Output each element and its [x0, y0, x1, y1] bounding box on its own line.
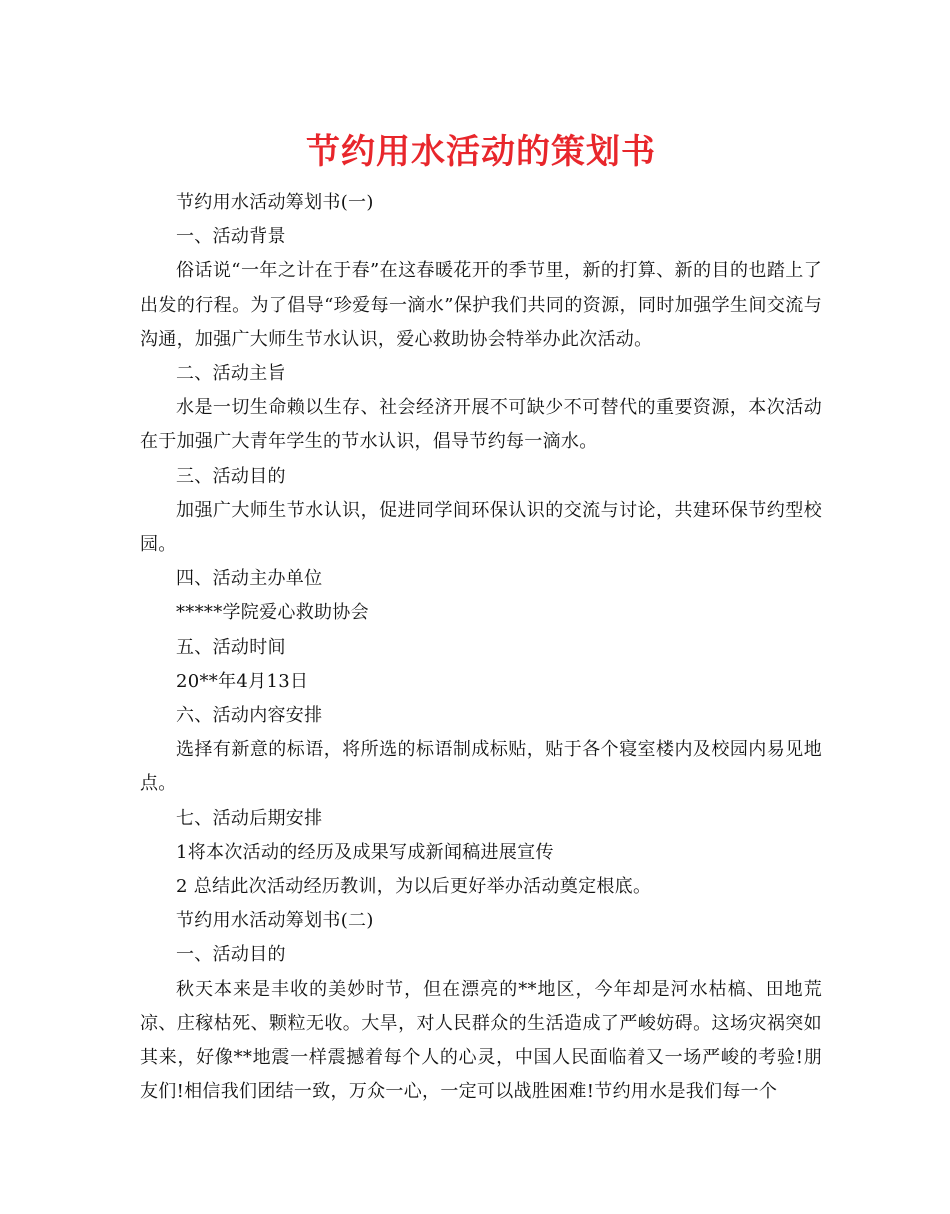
document-body [140, 186, 822, 1109]
section-heading-followup: 七、活动后期安排 [176, 807, 323, 829]
section-heading-content: 六、活动内容安排 [176, 705, 323, 727]
paragraph-time: 20**年4月13日 [176, 670, 309, 692]
followup-item-2: 2 总结此次活动经历教训，为以后更好举办活动奠定根底。 [176, 876, 652, 898]
paragraph-theme: 水是一切生命赖以生存、社会经济开展不可缺少不可替代的重要资源，本次活动在于加强广大青年学生的节水认识，倡导节约每一滴水。 [140, 397, 822, 453]
document-title: 节约用水活动的策划书 [306, 132, 656, 172]
section-heading-time: 五、活动时间 [176, 636, 286, 658]
paragraph-background: 俗话说“一年之计在于春”在这春暖花开的季节里，新的打算、新的目的也踏上了出发的行程。为了倡导“珍爱每一滴水”保护我们共同的资源，同时加强学生间交流与沟通，加强广大师生节水认识，爱心救助协会特举办此次活动。 [140, 260, 822, 350]
plan-one-heading: 节约用水活动筹划书(一) [176, 192, 374, 213]
section-heading-organizer: 四、活动主办单位 [176, 568, 323, 590]
paragraph-purpose: 加强广大师生节水认识，促进同学间环保认识的交流与讨论，共建环保节约型校园。 [140, 499, 822, 556]
paragraph-content: 选择有新意的标语，将所选的标语制成标贴，贴于各个寝室楼内及校园内易见地点。 [140, 739, 822, 795]
followup-item-1: 1将本次活动的经历及成果写成新闻稿进展宣传 [176, 841, 554, 863]
section-heading-purpose-2: 一、活动目的 [176, 944, 286, 966]
paragraph-organizer: *****学院爱心救助协会 [176, 602, 369, 624]
plan-two-heading: 节约用水活动筹划书(二) [176, 910, 374, 932]
paragraph-purpose-2: 秋天本来是丰收的美妙时节，但在漂亮的**地区，今年却是河水枯槁、田地荒凉、庄稼枯死、颗粒无收。大旱，对人民群众的生活造成了严峻妨碍。这场灾祸突如其来，好像**地震一样震撼着每个人的心灵，中国人民面临着又一场严峻的考验!朋友们!相信我们团结一致，万众一心，一定可以战胜困难!节约用水是我们每一个 [140, 978, 822, 1103]
section-heading-purpose: 三、活动目的 [176, 465, 286, 487]
section-heading-theme: 二、活动主旨 [176, 363, 286, 385]
section-heading-background: 一、活动背景 [176, 226, 286, 248]
